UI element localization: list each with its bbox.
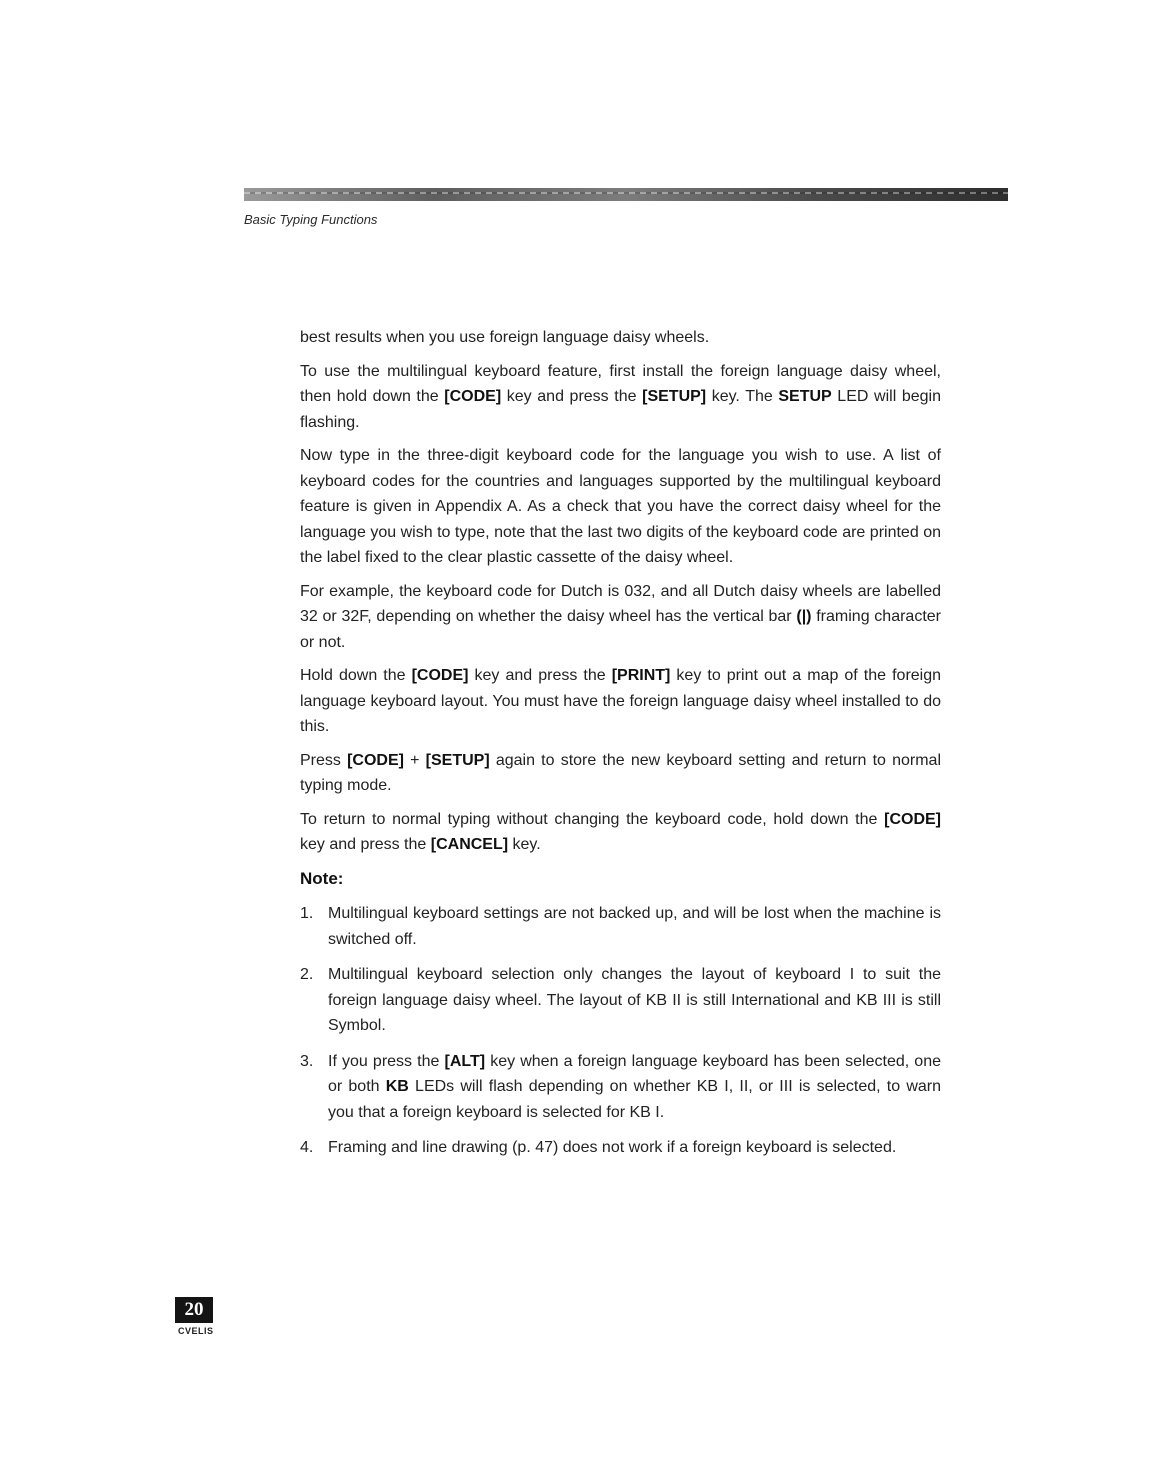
note-heading: Note: bbox=[300, 868, 344, 888]
key-label: [CODE] bbox=[884, 810, 941, 828]
text-segment: To use the multilingual keyboard feature, first install the foreign language daisy wheel, then hold down the bbox=[300, 362, 941, 405]
paragraph bbox=[300, 443, 941, 571]
text-segment: Now type in the three-digit keyboard code for the language you wish to use. A list of keyboard codes for the countries and languages supported by the multilingual keyboard feature is given in Appendix A. As a check that you have the correct daisy wheel for the language you wish to type, note that the last two digits of the keyboard code are printed on the label fixed to the clear plastic cassette of the daisy wheel. bbox=[300, 447, 941, 566]
text-segment: key to print out a map of the foreign language keyboard layout. You must have the foreign language daisy wheel installed to do this. bbox=[300, 667, 942, 735]
key-label: [CODE] bbox=[347, 751, 404, 769]
note-item bbox=[300, 962, 941, 1039]
text-segment: Framing and line drawing (p. 47) does not work if a foreign keyboard is selected. bbox=[328, 1139, 897, 1156]
note-text bbox=[328, 966, 941, 1034]
key-label: [CANCEL] bbox=[430, 836, 509, 853]
note-number: 3. bbox=[300, 1052, 314, 1070]
text-segment: key when a foreign language keyboard has been selected, one or both bbox=[328, 1052, 941, 1095]
text-segment: Press bbox=[300, 751, 348, 769]
page-content bbox=[300, 325, 941, 1171]
text-segment: Multilingual keyboard selection only changes the layout of keyboard I to suit the foreign language daisy wheel. The layout of KB II is still International and KB III is still Symbol. bbox=[328, 966, 941, 1034]
note-item bbox=[300, 1135, 941, 1161]
text-segment: best results when you use foreign language daisy wheels. bbox=[300, 329, 710, 346]
brand-mark: CVELIS bbox=[178, 1326, 214, 1336]
text-segment: key. bbox=[508, 836, 541, 853]
note-number: 2. bbox=[300, 966, 314, 983]
note-text bbox=[328, 1139, 896, 1156]
paragraph bbox=[300, 579, 941, 656]
text-segment: key and press the bbox=[300, 836, 431, 853]
note-item bbox=[300, 901, 941, 952]
key-label: KB bbox=[385, 1078, 409, 1095]
text-segment: Multilingual keyboard settings are not backed up, and will be lost when the machine is switched off. bbox=[328, 905, 941, 948]
note-text bbox=[328, 905, 941, 948]
text-segment: key and press the bbox=[501, 388, 643, 405]
text-segment: key. The bbox=[706, 388, 779, 405]
key-label: [CODE] bbox=[411, 667, 469, 684]
text-segment: key and press the bbox=[468, 667, 612, 684]
paragraph bbox=[300, 359, 941, 436]
text-segment: For example, the keyboard code for Dutch is 032, and all Dutch daisy wheels are labelled 32 or 32F, depending on whether the daisy wheel has the vertical bar bbox=[300, 582, 941, 625]
paragraph bbox=[300, 325, 941, 351]
key-label: [PRINT] bbox=[611, 667, 671, 684]
text-segment: To return to normal typing without changing the keyboard code, hold down the bbox=[300, 810, 885, 828]
text-segment: LED will begin flashing. bbox=[300, 388, 941, 431]
header-rule bbox=[244, 188, 1008, 201]
note-number: 1. bbox=[300, 905, 314, 922]
note-text bbox=[328, 1053, 941, 1121]
running-head: Basic Typing Functions bbox=[244, 212, 378, 227]
paragraph bbox=[300, 663, 941, 740]
text-segment: framing character or not. bbox=[300, 608, 942, 651]
text-segment: If you press the bbox=[328, 1052, 445, 1070]
page-number: 20 bbox=[175, 1297, 213, 1323]
key-label: [ALT] bbox=[444, 1052, 486, 1070]
key-label: [SETUP] bbox=[642, 388, 707, 405]
text-segment: again to store the new keyboard setting and return to normal typing mode. bbox=[300, 751, 941, 794]
key-label: SETUP bbox=[778, 388, 832, 405]
text-segment: LEDs will flash depending on whether KB I, II, or III is selected, to warn you that a foreign keyboard is selected for KB I. bbox=[328, 1078, 942, 1121]
note-number: 4. bbox=[300, 1139, 314, 1156]
key-label: [CODE] bbox=[444, 388, 502, 405]
key-label: [SETUP] bbox=[425, 751, 490, 769]
text-segment: + bbox=[403, 751, 426, 769]
key-label: (|) bbox=[796, 608, 812, 625]
note-list bbox=[300, 901, 941, 1161]
paragraph bbox=[300, 748, 941, 799]
text-segment: Hold down the bbox=[300, 667, 412, 684]
paragraph bbox=[300, 807, 941, 858]
note-item bbox=[300, 1049, 941, 1126]
